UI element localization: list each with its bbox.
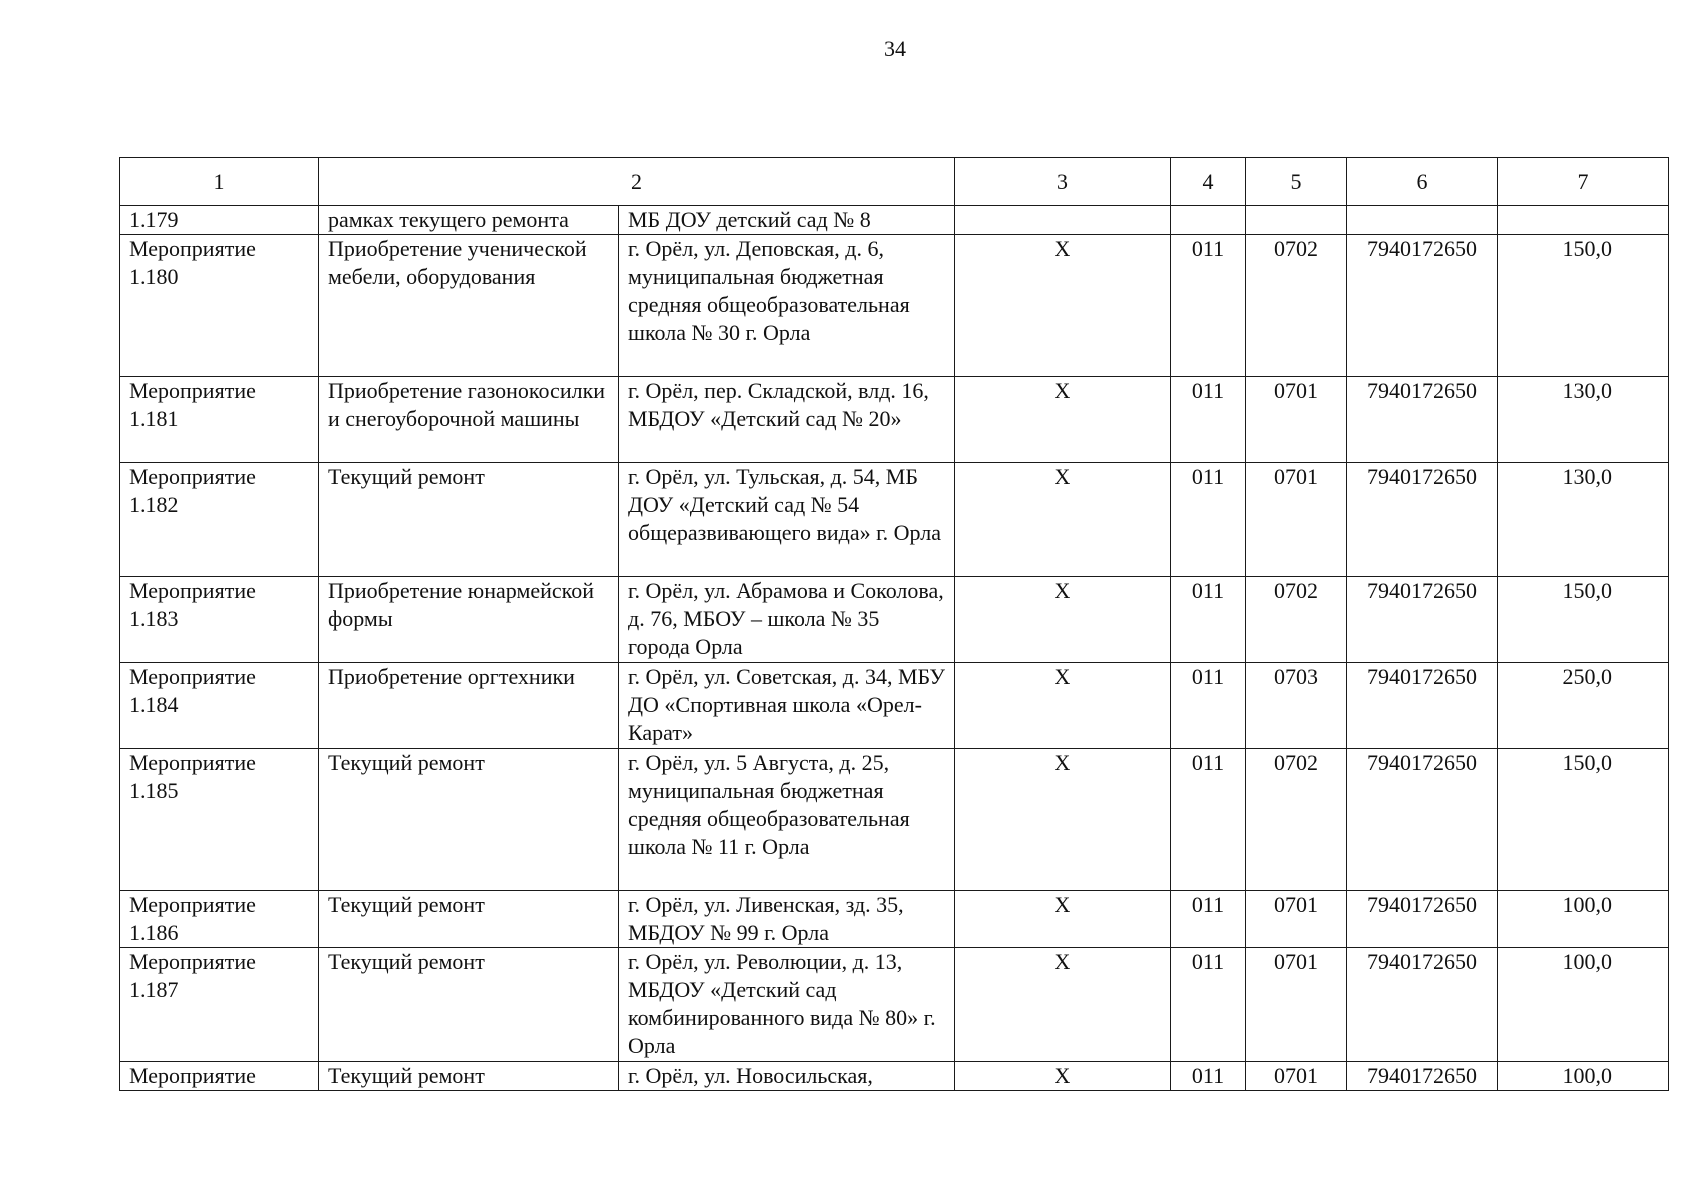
event-name: Текущий ремонт bbox=[319, 1062, 619, 1091]
event-address: г. Орёл, ул. Абрамова и Соколова, д. 76, МБОУ – школа № 35 города Орла bbox=[619, 577, 955, 663]
event-name: рамках текущего ремонта bbox=[319, 206, 619, 235]
col6-cell: 7940172650 bbox=[1347, 235, 1498, 377]
event-number: Мероприятие 1.187 bbox=[120, 948, 319, 1062]
amount-cell: 100,0 bbox=[1498, 1062, 1669, 1091]
event-number: Мероприятие 1.185 bbox=[120, 749, 319, 891]
event-address: г. Орёл, ул. Деповская, д. 6, муниципальная бюджетная средняя общеобразовательная школа № 30 г. Орла bbox=[619, 235, 955, 377]
table-row bbox=[120, 235, 1669, 377]
event-number: Мероприятие 1.183 bbox=[120, 577, 319, 663]
amount-cell bbox=[1498, 206, 1669, 235]
event-name: Текущий ремонт bbox=[319, 948, 619, 1062]
col4-cell bbox=[1171, 206, 1246, 235]
amount-cell: 100,0 bbox=[1498, 891, 1669, 948]
col3-cell: X bbox=[955, 749, 1171, 891]
budget-table bbox=[119, 157, 1669, 1091]
table-row bbox=[120, 891, 1669, 948]
header-cell: 5 bbox=[1246, 158, 1347, 206]
col4-cell: 011 bbox=[1171, 235, 1246, 377]
col3-cell: X bbox=[955, 663, 1171, 749]
col4-cell: 011 bbox=[1171, 749, 1246, 891]
event-name: Приобретение газонокосилки и снегоуборочной машины bbox=[319, 377, 619, 463]
event-number: Мероприятие 1.180 bbox=[120, 235, 319, 377]
header-cell: 3 bbox=[955, 158, 1171, 206]
amount-cell: 130,0 bbox=[1498, 377, 1669, 463]
table-row bbox=[120, 463, 1669, 577]
col5-cell: 0702 bbox=[1246, 749, 1347, 891]
col6-cell: 7940172650 bbox=[1347, 663, 1498, 749]
event-name: Приобретение ученической мебели, оборудования bbox=[319, 235, 619, 377]
event-name: Приобретение юнармейской формы bbox=[319, 577, 619, 663]
event-address: г. Орёл, ул. Ливенская, зд. 35, МБДОУ № 99 г. Орла bbox=[619, 891, 955, 948]
header-cell: 2 bbox=[319, 158, 955, 206]
col4-cell: 011 bbox=[1171, 663, 1246, 749]
col6-cell: 7940172650 bbox=[1347, 463, 1498, 577]
col6-cell: 7940172650 bbox=[1347, 377, 1498, 463]
col6-cell: 7940172650 bbox=[1347, 891, 1498, 948]
col6-cell: 7940172650 bbox=[1347, 749, 1498, 891]
amount-cell: 250,0 bbox=[1498, 663, 1669, 749]
amount-cell: 150,0 bbox=[1498, 577, 1669, 663]
header-cell: 4 bbox=[1171, 158, 1246, 206]
amount-cell: 130,0 bbox=[1498, 463, 1669, 577]
col4-cell: 011 bbox=[1171, 891, 1246, 948]
col3-cell bbox=[955, 206, 1171, 235]
col6-cell: 7940172650 bbox=[1347, 948, 1498, 1062]
event-address: г. Орёл, ул. Революции, д. 13, МБДОУ «Детский сад комбинированного вида № 80» г. Орла bbox=[619, 948, 955, 1062]
col5-cell: 0701 bbox=[1246, 948, 1347, 1062]
col4-cell: 011 bbox=[1171, 377, 1246, 463]
col3-cell: X bbox=[955, 463, 1171, 577]
event-number: Мероприятие 1.182 bbox=[120, 463, 319, 577]
amount-cell: 150,0 bbox=[1498, 235, 1669, 377]
event-name: Текущий ремонт bbox=[319, 463, 619, 577]
event-name: Текущий ремонт bbox=[319, 891, 619, 948]
col5-cell bbox=[1246, 206, 1347, 235]
amount-cell: 100,0 bbox=[1498, 948, 1669, 1062]
header-cell: 7 bbox=[1498, 158, 1669, 206]
col5-cell: 0701 bbox=[1246, 463, 1347, 577]
col4-cell: 011 bbox=[1171, 1062, 1246, 1091]
table-row bbox=[120, 206, 1669, 235]
event-address: г. Орёл, ул. 5 Августа, д. 25, муниципальная бюджетная средняя общеобразовательная школа № 11 г. Орла bbox=[619, 749, 955, 891]
event-address: г. Орёл, ул. Советская, д. 34, МБУ ДО «Спортивная школа «Орел-Карат» bbox=[619, 663, 955, 749]
col3-cell: X bbox=[955, 948, 1171, 1062]
col6-cell bbox=[1347, 206, 1498, 235]
col6-cell: 7940172650 bbox=[1347, 577, 1498, 663]
col5-cell: 0701 bbox=[1246, 377, 1347, 463]
page-number: 34 bbox=[884, 36, 906, 61]
table-row bbox=[120, 377, 1669, 463]
col3-cell: X bbox=[955, 891, 1171, 948]
col3-cell: X bbox=[955, 577, 1171, 663]
event-number: Мероприятие 1.186 bbox=[120, 891, 319, 948]
table-row bbox=[120, 1062, 1669, 1091]
col5-cell: 0702 bbox=[1246, 235, 1347, 377]
col3-cell: X bbox=[955, 235, 1171, 377]
event-address: г. Орёл, ул. Новосильская, bbox=[619, 1062, 955, 1091]
event-number: Мероприятие 1.184 bbox=[120, 663, 319, 749]
col3-cell: X bbox=[955, 377, 1171, 463]
event-number: 1.179 bbox=[120, 206, 319, 235]
header-cell: 1 bbox=[120, 158, 319, 206]
col4-cell: 011 bbox=[1171, 463, 1246, 577]
col5-cell: 0703 bbox=[1246, 663, 1347, 749]
event-address: г. Орёл, пер. Складской, влд. 16, МБДОУ «Детский сад № 20» bbox=[619, 377, 955, 463]
amount-cell: 150,0 bbox=[1498, 749, 1669, 891]
header-cell: 6 bbox=[1347, 158, 1498, 206]
col6-cell: 7940172650 bbox=[1347, 1062, 1498, 1091]
event-number: Мероприятие bbox=[120, 1062, 319, 1091]
col4-cell: 011 bbox=[1171, 948, 1246, 1062]
table-row bbox=[120, 577, 1669, 663]
header-row bbox=[120, 158, 1669, 206]
table-row bbox=[120, 948, 1669, 1062]
event-address: г. Орёл, ул. Тульская, д. 54, МБ ДОУ «Детский сад № 54 общеразвивающего вида» г. Орла bbox=[619, 463, 955, 577]
event-name: Приобретение оргтехники bbox=[319, 663, 619, 749]
col5-cell: 0701 bbox=[1246, 1062, 1347, 1091]
event-address: МБ ДОУ детский сад № 8 bbox=[619, 206, 955, 235]
event-name: Текущий ремонт bbox=[319, 749, 619, 891]
table-row bbox=[120, 749, 1669, 891]
col3-cell: X bbox=[955, 1062, 1171, 1091]
event-number: Мероприятие 1.181 bbox=[120, 377, 319, 463]
table-row bbox=[120, 663, 1669, 749]
col5-cell: 0701 bbox=[1246, 891, 1347, 948]
col4-cell: 011 bbox=[1171, 577, 1246, 663]
col5-cell: 0702 bbox=[1246, 577, 1347, 663]
